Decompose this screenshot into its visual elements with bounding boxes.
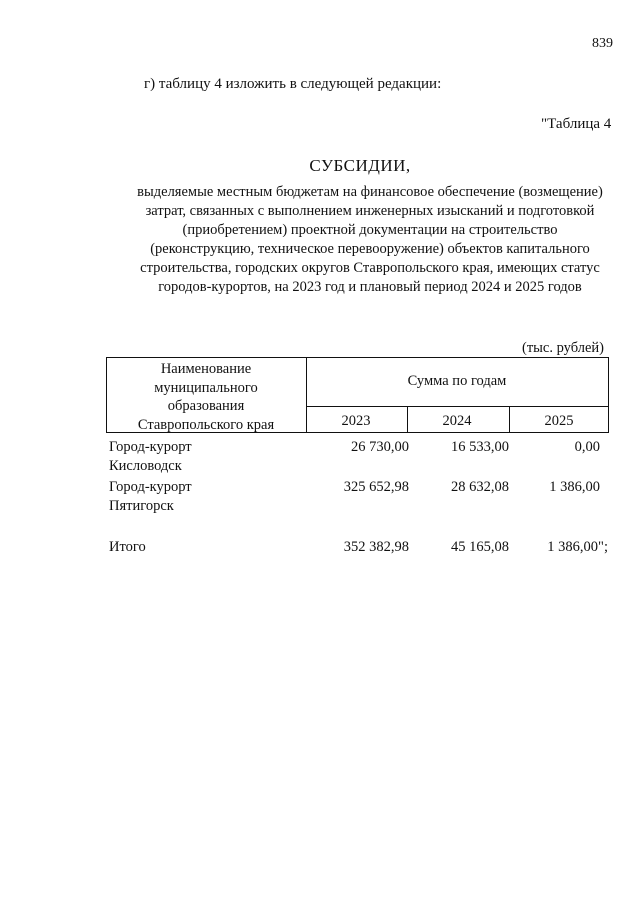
intro-text: г) таблицу 4 изложить в следующей редакции: — [144, 76, 442, 92]
value-cell: 1 386,00 — [549, 479, 600, 495]
column-header-year: 2024 — [442, 413, 472, 429]
row-name-line: Город-курорт — [109, 479, 192, 495]
total-value: 45 165,08 — [451, 539, 509, 555]
total-value: 352 382,98 — [343, 539, 409, 555]
subtitle-line: выделяемые местным бюджетам на финансовое обеспечение (возмещение) — [137, 184, 603, 200]
column-header-sum: Сумма по годам — [407, 373, 507, 389]
row-name-line: Пятигорск — [109, 498, 174, 514]
document-title: СУБСИДИИ, — [309, 156, 411, 175]
total-label: Итого — [109, 539, 146, 555]
header-line: муниципального — [154, 379, 258, 396]
value-cell: 26 730,00 — [351, 439, 409, 455]
subtitle-line: затрат, связанных с выполнением инженерных изысканий и подготовкой — [145, 203, 595, 219]
page-number: 839 — [592, 36, 613, 51]
total-value: 1 386,00"; — [547, 539, 608, 555]
column-header-year: 2023 — [341, 413, 371, 429]
value-cell: 16 533,00 — [451, 439, 509, 455]
header-line: Ставропольского края — [137, 416, 275, 433]
header-line: образования — [167, 398, 245, 414]
table-caption: "Таблица 4 — [541, 116, 612, 132]
row-name-pyatigorsk — [109, 478, 299, 516]
column-header-name — [106, 360, 306, 434]
subtitle-line: городов-курортов, на 2023 год и плановый период 2024 и 2025 годов — [158, 279, 582, 295]
value-cell: 0,00 — [574, 439, 600, 455]
column-header-year: 2025 — [544, 413, 574, 429]
row-name-kislovodsk — [109, 438, 299, 476]
subtitle-line: (реконструкцию, техническое перевооружение) объектов капитального — [150, 241, 590, 257]
table-divider — [306, 406, 608, 407]
row-name-line: Кисловодск — [109, 458, 182, 474]
value-cell: 325 652,98 — [343, 479, 409, 495]
header-line: Наименование — [160, 361, 252, 377]
value-cell: 28 632,08 — [451, 479, 509, 495]
subtitle-line: (приобретением) проектной документации на строительство — [182, 222, 558, 238]
row-name-line: Город-курорт — [109, 439, 192, 455]
subtitle-line: строительства, городских округов Ставропольского края, имеющих статус — [140, 260, 600, 276]
document-subtitle — [100, 183, 640, 297]
units-label: (тыс. рублей) — [522, 340, 604, 356]
